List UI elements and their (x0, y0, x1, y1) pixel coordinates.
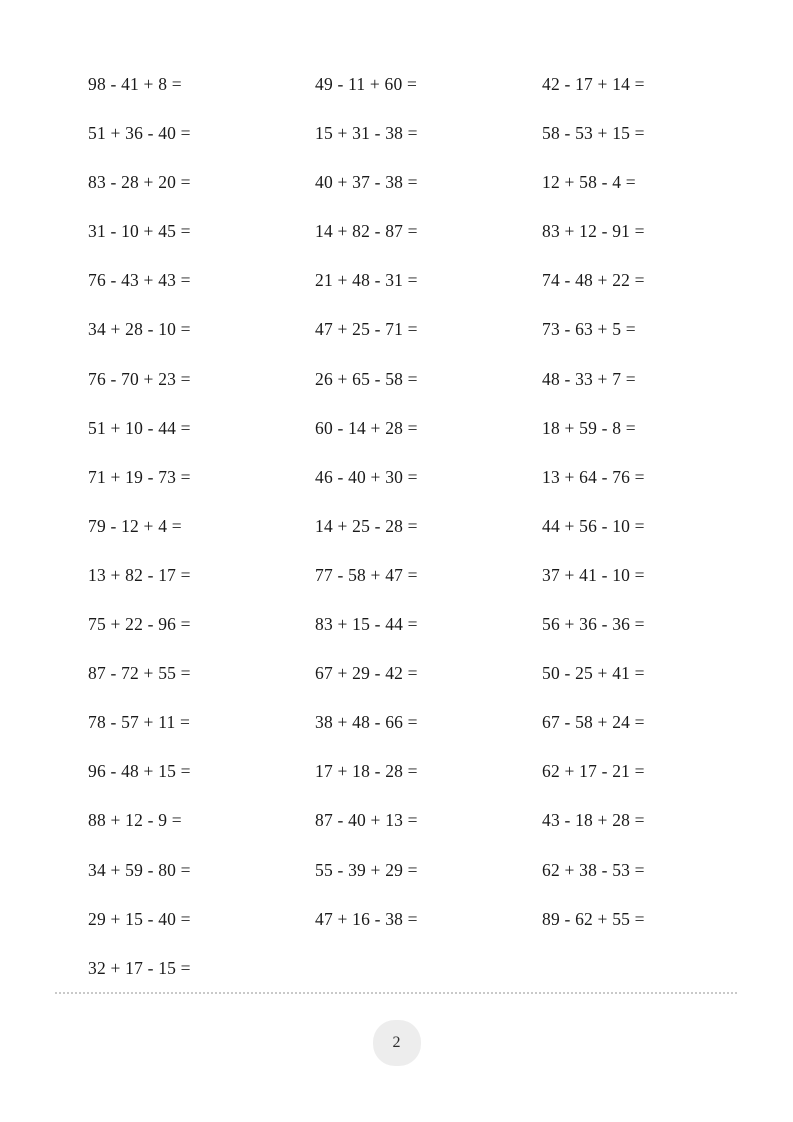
problem-grid (88, 60, 748, 993)
math-problem: 48 - 33 + 7 = (542, 368, 636, 389)
math-problem: 87 - 72 + 55 = (88, 663, 191, 684)
math-problem: 74 - 48 + 22 = (542, 270, 645, 291)
math-problem: 37 + 41 - 10 = (542, 564, 645, 585)
math-problem: 87 - 40 + 13 = (315, 810, 418, 831)
math-problem: 13 + 82 - 17 = (88, 564, 191, 585)
math-problem: 67 - 58 + 24 = (542, 712, 645, 733)
math-problem: 29 + 15 - 40 = (88, 908, 191, 929)
math-problem: 58 - 53 + 15 = (542, 123, 645, 144)
math-problem: 12 + 58 - 4 = (542, 172, 636, 193)
math-problem: 44 + 56 - 10 = (542, 515, 645, 536)
math-problem: 56 + 36 - 36 = (542, 614, 645, 635)
math-problem: 50 - 25 + 41 = (542, 663, 645, 684)
math-problem: 75 + 22 - 96 = (88, 614, 191, 635)
math-problem: 67 + 29 - 42 = (315, 663, 418, 684)
math-problem: 38 + 48 - 66 = (315, 712, 418, 733)
math-problem: 88 + 12 - 9 = (88, 810, 182, 831)
math-problem: 76 - 70 + 23 = (88, 368, 191, 389)
math-problem: 34 + 28 - 10 = (88, 319, 191, 340)
math-problem: 21 + 48 - 31 = (315, 270, 418, 291)
page-footer (0, 1020, 793, 1066)
math-problem: 62 + 38 - 53 = (542, 859, 645, 880)
math-problem: 32 + 17 - 15 = (88, 957, 191, 978)
footer-divider (55, 992, 737, 994)
math-problem: 73 - 63 + 5 = (542, 319, 636, 340)
math-problem: 83 + 12 - 91 = (542, 221, 645, 242)
math-problem: 18 + 59 - 8 = (542, 417, 636, 438)
math-problem: 14 + 82 - 87 = (315, 221, 418, 242)
math-problem: 13 + 64 - 76 = (542, 466, 645, 487)
math-problem: 76 - 43 + 43 = (88, 270, 191, 291)
math-problem: 15 + 31 - 38 = (315, 123, 418, 144)
math-problem: 46 - 40 + 30 = (315, 466, 418, 487)
math-problem: 17 + 18 - 28 = (315, 761, 418, 782)
math-problem: 83 + 15 - 44 = (315, 614, 418, 635)
math-problem: 40 + 37 - 38 = (315, 172, 418, 193)
math-problem: 71 + 19 - 73 = (88, 466, 191, 487)
math-problem: 14 + 25 - 28 = (315, 515, 418, 536)
math-problem: 47 + 16 - 38 = (315, 908, 418, 929)
math-problem: 96 - 48 + 15 = (88, 761, 191, 782)
math-problem: 42 - 17 + 14 = (542, 74, 645, 94)
math-problem: 31 - 10 + 45 = (88, 221, 191, 242)
math-problem: 83 - 28 + 20 = (88, 172, 191, 193)
math-problem: 77 - 58 + 47 = (315, 564, 418, 585)
math-problem: 47 + 25 - 71 = (315, 319, 418, 340)
math-problem: 79 - 12 + 4 = (88, 515, 182, 536)
math-problem: 78 - 57 + 11 = (88, 712, 191, 733)
math-problem: 49 - 11 + 60 = (315, 74, 418, 94)
math-problem: 98 - 41 + 8 = (88, 74, 182, 94)
math-problem: 55 - 39 + 29 = (315, 859, 418, 880)
math-problem: 34 + 59 - 80 = (88, 859, 191, 880)
math-problem: 51 + 10 - 44 = (88, 417, 191, 438)
math-problem: 60 - 14 + 28 = (315, 417, 418, 438)
math-problem: 43 - 18 + 28 = (542, 810, 645, 831)
math-problem: 62 + 17 - 21 = (542, 761, 645, 782)
math-problem: 89 - 62 + 55 = (542, 908, 645, 929)
math-problem: 26 + 65 - 58 = (315, 368, 418, 389)
page-number-badge: 2 (373, 1020, 421, 1066)
math-problem: 51 + 36 - 40 = (88, 123, 191, 144)
